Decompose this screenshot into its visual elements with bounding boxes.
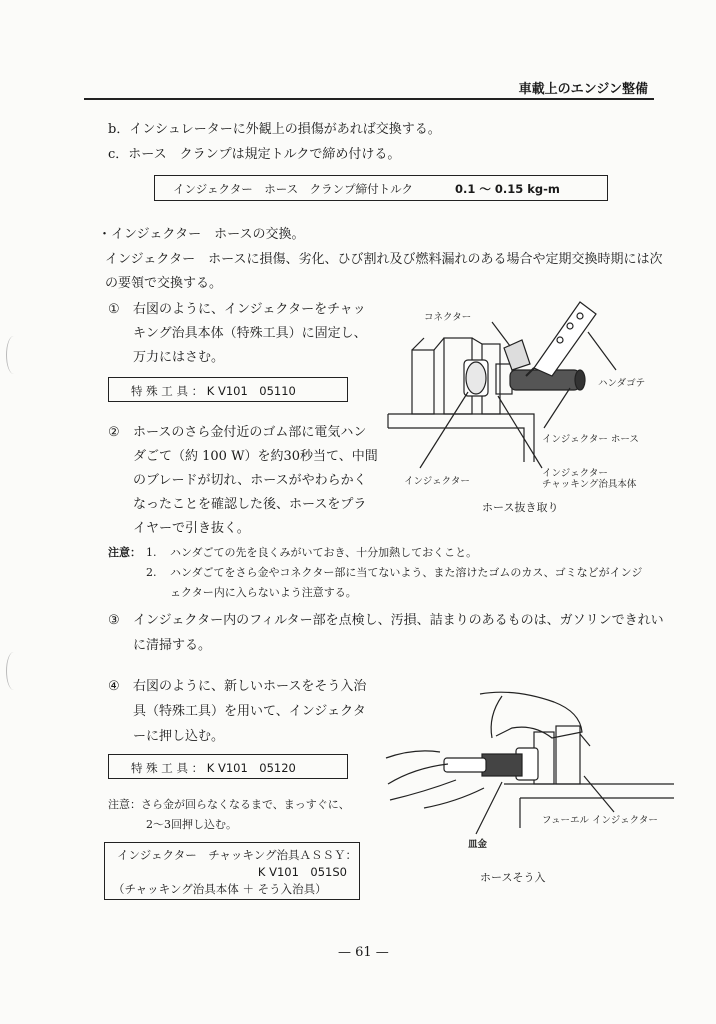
- step2-number: ②: [108, 425, 120, 440]
- notes2-line2: 2〜3回押し込む。: [146, 818, 237, 831]
- page-header-title: 車載上のエンジン整備: [518, 82, 648, 97]
- fig1-label-chuck-line1: インジェクター: [542, 468, 608, 479]
- assy-line2: K V101 051S0: [257, 865, 347, 879]
- torque-spec-box: [154, 175, 608, 201]
- special-tool-box-2: [108, 754, 348, 779]
- page-number: — 61 —: [338, 945, 389, 960]
- step2-line3: のブレードが切れ、ホースがやわらかく: [133, 473, 367, 488]
- step2-line2: ダごて（約 100 W）を約30秒当て、中間: [133, 449, 378, 464]
- step3-number: ③: [108, 613, 120, 628]
- header-rule: [84, 98, 654, 100]
- fig1-label-soldering-iron: ハンダゴテ: [598, 378, 646, 389]
- fig1-label-injector: インジェクター: [404, 476, 470, 487]
- step4-line1: 右図のように、新しいホースをそう入治: [133, 679, 367, 694]
- fig2-label-plate: 皿金: [468, 839, 488, 850]
- fig1-label-chuck-line2: チャッキング治具本体: [542, 479, 637, 490]
- notes1-n2-num: 2.: [146, 566, 157, 579]
- step3-line1: インジェクター内のフィルター部を点検し、汚損、詰まりのあるものは、ガソリンできれい: [133, 613, 664, 628]
- punch-hole-mark: [6, 652, 21, 690]
- special-tool-box-1: [108, 377, 348, 402]
- special-tool-2-text: 特 殊 工 具 ： K V101 05120: [131, 761, 296, 775]
- step2-line4: なったことを確認した後、ホースをプラ: [133, 497, 367, 512]
- step1-number: ①: [108, 302, 120, 317]
- step4-line2: 具（特殊工具）を用いて、インジェクタ: [133, 704, 366, 719]
- step4-number: ④: [108, 679, 120, 694]
- fig2-label-fuel-injector: フューエル インジェクター: [542, 815, 658, 826]
- assy-line1: インジェクター チャッキング治具ＡＳＳＹ：: [117, 848, 358, 862]
- notes1-n2-line1: ハンダごてをさら金やコネクター部に当てないよう、また溶けたゴムのカス、ゴミなどがインジ: [170, 566, 643, 579]
- section-intro-line2: の要領で交換する。: [105, 276, 223, 291]
- item-c: c．ホース クランプは規定トルクで締め付ける。: [108, 147, 401, 162]
- step2-line5: イヤーで引き抜く。: [133, 521, 250, 536]
- step3-line2: に清掃する。: [133, 638, 212, 653]
- notes1-n1: ハンダごての先を良くみがいておき、十分加熱しておくこと。: [170, 546, 478, 559]
- item-b: b．インシュレーターに外観上の損傷があれば交換する。: [108, 122, 441, 137]
- section-title: ・インジェクター ホースの交換。: [98, 227, 305, 242]
- notes1-n1-num: 1.: [146, 546, 157, 559]
- step1-line1: 右図のように、インジェクターをチャッ: [133, 302, 366, 317]
- step2-line1: ホースのさら金付近のゴム部に電気ハン: [133, 425, 367, 440]
- assy-line3: （チャッキング治具本体 ＋ そう入治具）: [113, 882, 327, 896]
- step1-line3: 万力にはさむ。: [133, 350, 225, 365]
- section-intro-line1: インジェクター ホースに損傷、劣化、ひび割れ及び燃料漏れのある場合や定期交換時期には次: [105, 252, 663, 267]
- fig1-caption: ホース抜き取り: [482, 501, 559, 514]
- notes1-n2-line2: ェクター内に入らないよう注意する。: [170, 586, 357, 599]
- torque-spec-label: インジェクター ホース クランプ締付トルク: [173, 182, 413, 196]
- special-tool-1-text: 特 殊 工 具 ： K V101 05110: [131, 384, 296, 398]
- fig1-label-connector: コネクター: [424, 312, 472, 323]
- notes2-line1: 注意：さら金が回らなくなるまで、まっすぐに、: [108, 798, 350, 811]
- step4-line3: ーに押し込む。: [133, 729, 225, 744]
- notes1-head: 注意：: [108, 546, 141, 559]
- step1-line2: キング治具本体（特殊工具）に固定し、: [133, 326, 367, 341]
- fig2-caption: ホースそう入: [480, 871, 546, 884]
- chucking-assy-box: [104, 842, 360, 900]
- punch-hole-mark: [6, 336, 21, 374]
- fig1-label-injector-hose: インジェクター ホース: [542, 434, 639, 445]
- torque-spec-value: 0.1 〜 0.15 kg-m: [455, 182, 560, 196]
